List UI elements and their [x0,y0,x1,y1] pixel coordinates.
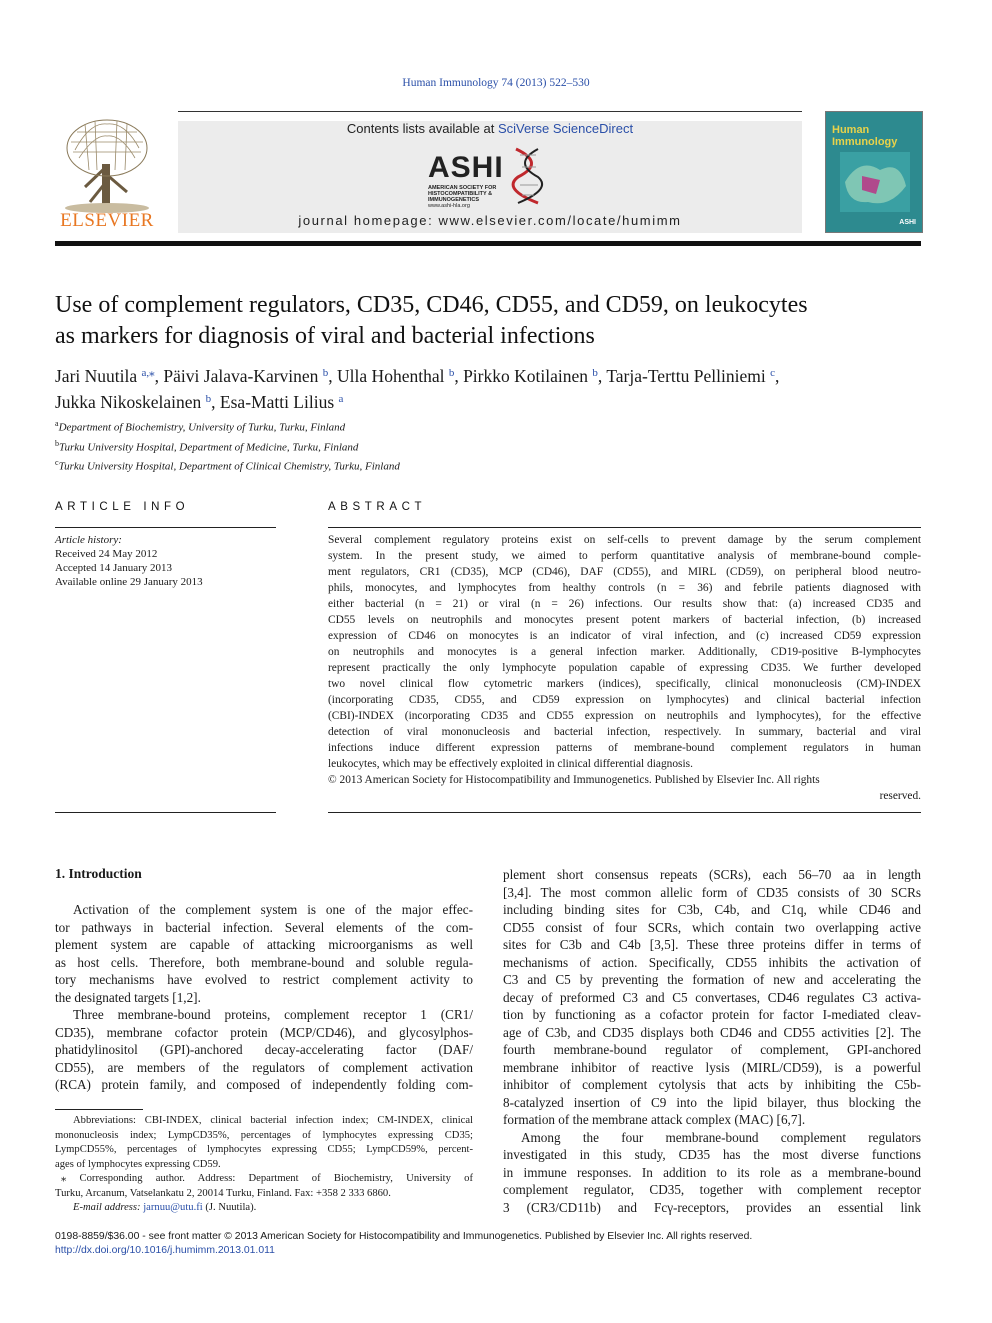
body-line: tor pathways in bacterial infection. Several elements of the com- [55,919,473,935]
body-line: CD55 consist of four SCRs, which contain two overlapping active [503,919,921,935]
author-name: Päivi Jalava-Karvinen [163,366,319,386]
email-link[interactable]: jarnuu@utu.fi [143,1202,203,1213]
accepted-date: Accepted 14 January 2013 [55,562,172,574]
article-info-bottom-rule [55,812,276,813]
abstract-line: two novel clinical flow cytometric markers (indices), specifically, clinical mononucleosis (CM)-INDEX [328,678,921,690]
dna-helix-icon [508,145,554,207]
author-affiliation-marker[interactable]: c [770,367,775,379]
author [220,392,344,412]
abstract-line: Several complement regulatory proteins exist on self-cells to prevent damage by the serum complement [328,534,921,546]
author-separator: , [454,366,464,386]
header-thick-rule [55,241,921,246]
elsevier-logo[interactable] [55,112,159,238]
abstract-line: detection of viral mononucleosis and bacterial infection, respectively. In summary, bacterial and viral [328,726,921,738]
affiliation-text: Department of Biochemistry, University of Turku, Turku, Finland [58,421,346,434]
elsevier-tree-icon [55,112,159,216]
journal-homepage[interactable]: journal homepage: www.elsevier.com/locate/humimm [298,213,682,228]
article-info-rule [55,527,276,528]
email-suffix: (J. Nuutila). [202,1202,257,1213]
abstract-line: expression of CD46 on monocytes is an indicator of viral infection, and (c) increased CD59 expression [328,630,921,642]
sciencedirect-link[interactable]: SciVerse ScienceDirect [497,121,634,136]
abstract-text [328,532,921,804]
abstract-rule [328,527,921,528]
article-title [55,290,935,352]
footnote-line: ages of lymphocytes expressing CD59. [55,1158,221,1170]
copyright-line: reserved. [879,790,921,802]
cover-title-line: Human [832,124,870,136]
abstract-line: (CBI)-INDEX (incorporating CD35 and CD55 expression on neutrophils and lymphocytes), for the effective [328,710,921,722]
abstract-line: leukocytes, which may be effectively exploited in clinical differential diagnosis. [328,758,693,770]
body-line: tion by functioning as a cofactor protein for factor I-mediated cleav- [503,1007,921,1022]
email-line [55,1201,473,1216]
doi-link[interactable]: http://dx.doi.org/10.1016/j.humimm.2013.01.011 [55,1244,275,1256]
article-history [55,533,276,589]
body-line: Activation of the complement system is one of the major effec- [73,902,473,917]
affiliation [55,436,655,456]
received-date: Received 24 May 2012 [55,548,158,560]
ashi-logo[interactable] [428,145,558,207]
body-line: age of C3b, and CD35 displays both CD46 and CD55 activities [2]. The [503,1024,921,1040]
affiliations [55,416,655,475]
footnote-line: Abbreviations: CBI-INDEX, clinical bacterial infection index; CM-INDEX, clinical [73,1115,473,1126]
abstract-line: on neutrophils and monocytes is a general infection marker. Additionally, CD19-positive B-lymphocytes [328,646,921,658]
body-line: sites for C3b and C4b [3,5]. These three proteins differ in terms of [503,937,921,952]
intro-left-column [55,901,473,1094]
cover-art-icon [840,152,910,212]
body-line: fourth membrane-bound regulator of complement, GPI-anchored [503,1042,921,1057]
ashi-url: www.ashi-hla.org [428,203,470,209]
author [463,366,598,386]
body-line: (RCA) protein family, and composed of independently folding com- [55,1077,473,1092]
body-line: as host cells. Therefore, both membrane-bound and soluble regula- [55,954,473,970]
abstract-line: infections induce different expression patterns of membrane-bound complement regulators in human [328,742,921,754]
affiliation-marker: b [55,438,59,448]
author-affiliation-marker[interactable]: b [592,367,598,379]
body-line: C3 and C5 by preventing the formation of new and accelerating the [503,972,921,987]
body-line: inhibitor of complement cytolysis that acts by inhibiting the C5b- [503,1077,921,1092]
author-separator: , [154,366,164,386]
body-line: tory mechanisms have evolved to restrict complement activity to [55,972,473,987]
body-line: Among the four membrane-bound complement regulators [521,1129,921,1145]
copyright-line: © 2013 American Society for Histocompatibility and Immunogenetics. Published by Elsevier Inc. All rights [328,774,820,786]
footnote-line: Turku, Arcanum, Vatselankatu 2, 20014 Turku, Finland. Fax: +358 2 333 6860. [55,1187,391,1199]
publisher-name: ELSEVIER [60,210,154,231]
footnote-rule [55,1109,143,1110]
header-rule [178,111,802,112]
affiliation-marker: c [55,458,59,468]
affiliation-text: Turku University Hospital, Department of Medicine, Turku, Finland [59,441,359,454]
author-name: Tarja-Terttu Pelliniemi [606,366,766,386]
body-line: plement short consensus repeats (SCRs), each 56–70 aa in length [503,867,921,882]
body-line: complement regulator, CD35, together with complement receptor [503,1182,921,1197]
intro-right-column [503,866,921,1216]
author-name: Jukka Nikoskelainen [55,392,202,412]
ashi-name-line: HISTOCOMPATIBILITY & [428,191,493,197]
abstract-line: system. In the present study, we aimed to perform quantitative analysis of membrane-bound comple- [328,550,921,562]
cover-badge: ASHI [899,219,916,226]
abstract-line: ment regulators, CR1 (CD35), MCP (CD46), DAF (CD55), and MIRL (CD59), on peripheral blood neutro- [328,566,921,578]
author [55,392,211,412]
history-label: Article history: [55,534,122,546]
body-line: in immune responses. In addition to its role as a membrane-bound [503,1164,921,1180]
author-affiliation-marker[interactable]: a,⁎ [141,367,155,379]
abstract-line: CD55 levels on neutrophils and monocytes present potent markers of bacterial infection, (b) increased [328,614,921,626]
body-line: 8-catalyzed insertion of C9 into the lipid bilayer, thus blocking the [503,1094,921,1110]
journal-header-box [178,121,802,233]
contents-line [178,121,802,136]
affiliation-text: Turku University Hospital, Department of Clinical Chemistry, Turku, Finland [58,460,400,473]
body-line: the designated targets [1,2]. [55,989,201,1005]
abstract-line: (incorporating CD35, CD55, and CD59 expression on lymphocytes) and clinical bacterial infection [328,694,921,706]
front-matter-footer [55,1230,921,1257]
author [606,366,775,386]
author [55,366,155,386]
body-line: investigated in this study, CD35 has the most diverse functions [503,1147,921,1162]
body-line: Three membrane-bound proteins, complement receptor 1 (CR1/ [73,1007,473,1022]
journal-reference[interactable]: Human Immunology 74 (2013) 522–530 [402,77,590,89]
affiliation [55,416,655,436]
body-line: including binding sites for C3b, C4b, and C1q, while CD46 and [503,902,921,917]
abstract-line: represent practically the only lymphocyte population capable of expressing CD35. We further developed [328,662,921,674]
cover-title [832,124,897,148]
section-heading: 1. Introduction [55,866,142,881]
abstract-line: either bacterial (n = 21) or viral (n = 26) infections. Our results show that: (a) increased CD35 and [328,598,921,610]
author-name: Esa-Matti Lilius [219,392,335,412]
body-line: membrane inhibitor of reactive lysis (MIRL/CD59), is a powerful [503,1059,921,1075]
body-line: CD55), are members of the regulators of complement activation [55,1059,473,1075]
footnote-line: mononucleosis index; LympCD35%, percentages of lymphocytes expressing CD35; [55,1129,473,1141]
author [337,366,454,386]
abstract-heading: ABSTRACT [328,501,427,513]
author-separator: , [211,392,220,412]
abstract-line: phils, monocytes, and lymphocytes from healthy controls (n = 36) and febrile patients diagnosed with [328,582,921,594]
article-title-line: Use of complement regulators, CD35, CD46, CD55, and CD59, on leukocytes [55,292,808,318]
author-affiliation-marker[interactable]: b [448,367,455,379]
online-date: Available online 29 January 2013 [55,576,203,588]
author-separator: , [597,366,607,386]
affiliation [55,455,655,475]
cover-title-line: Immunology [832,136,898,148]
footnotes [55,1114,473,1216]
author-list [55,362,935,414]
body-line: plement system are capable of attacking microorganisms as well [55,937,473,952]
article-info-heading: ARTICLE INFO [55,501,190,513]
author-affiliation-marker[interactable]: b [205,393,212,405]
body-line: phatidylinositol (GPI)-anchored decay-accelerating factor (DAF/ [55,1042,473,1057]
journal-cover[interactable] [825,111,923,233]
issn-copyright: 0198-8859/$36.00 - see front matter © 2013 American Society for Histocompatibility and Immunogenetics. Published by Elsevier Inc. All rights reserved. [55,1231,753,1242]
footnote-line: LympCD55%, percentages of lymphocytes expressing CD55; LympCD59%, percent- [55,1144,473,1155]
contents-prefix: Contents lists available at [346,121,498,136]
article-title-line: as markers for diagnosis of viral and bacterial infections [55,323,595,349]
body-line: 3 (CR3/CD11b) and Fcγ-receptors, provides an essential link [503,1199,921,1215]
abstract-bottom-rule [328,812,921,813]
body-line: formation of the membrane attack complex (MAC) [6,7]. [503,1112,806,1127]
author-affiliation-marker[interactable]: b [322,367,329,379]
author-name: Pirkko Kotilainen [463,366,588,386]
author-separator: , [328,366,338,386]
body-line: mechanisms of action. Specifically, CD55 inhibits the activation of [503,954,921,970]
body-line: CD35), membrane cofactor protein (MCP/CD46), and glycosylphos- [55,1024,473,1040]
author-affiliation-marker[interactable]: a [338,393,344,405]
affiliation-marker: a [55,419,59,428]
author-line [55,388,935,414]
author-name: Ulla Hohenthal [337,366,445,386]
author-separator: , [774,366,780,386]
footnote-line: ⁎ Corresponding author. Address: Department of Biochemistry, University of [61,1173,473,1184]
author-name: Jari Nuutila [55,366,138,386]
body-line: decay of preformed C3 and C5 convertases, CD46 regulates C3 activa- [503,989,921,1005]
ashi-name [428,185,496,209]
ashi-name-line: IMMUNOGENETICS [428,197,480,203]
email-label: E-mail address: [73,1202,141,1213]
ashi-acronym: ASHI [428,151,504,184]
author [163,366,328,386]
ashi-name-line: AMERICAN SOCIETY FOR [428,185,497,191]
author-line [55,362,935,388]
body-line: [3,4]. The most common allelic form of CD35 consists of 30 SCRs [503,884,921,900]
